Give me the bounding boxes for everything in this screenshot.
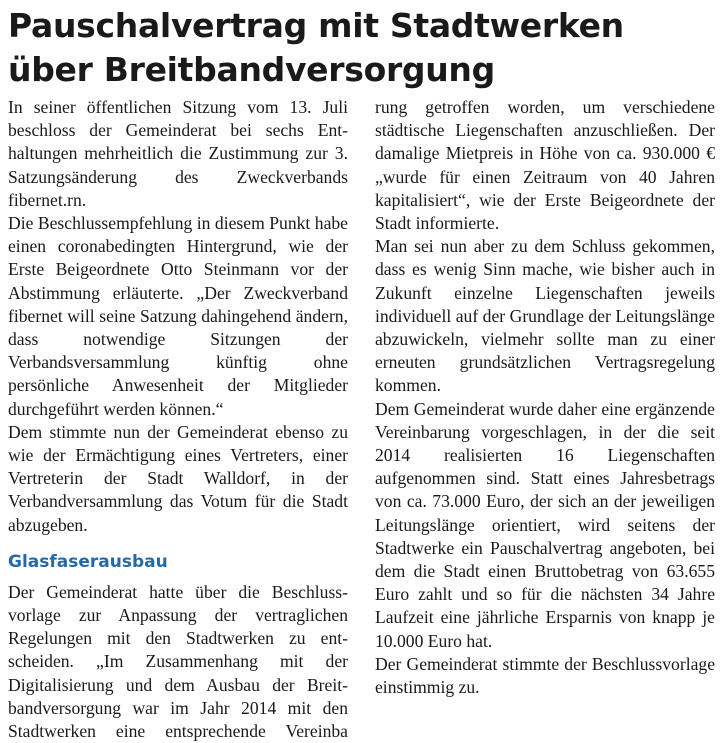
paragraph: In seiner öffentlichen Sitzung vom 13. Juli beschloss der Gemeinderat bei sechs Enthaltungen mehrheitlich die Zustimmung zur 3. Satzungsänderung des Zweckverbands fibernet.rn. (8, 97, 348, 210)
paragraph: Dem stimmte nun der Gemeinderat ebenso zu wie der Ermächtigung eines Vertreters, einer Vertreterin der Stadt Walldorf, in der Verbandversammlung das Votum für die Stadt abzugeben. (8, 421, 348, 535)
paragraph: Die Beschlussempfehlung in diesem Punkt habe einen coronabedingten Hintergrund, wie der Erste Beigeordnete Otto Steinmann vor der Abstimmung erläuterte. „Der Zweckverband fibernet will seine Satzung dahingehend ändern, dass notwendige Sitzungen der Verbandsversammlung künftig ohne persönliche Anwesenheit der Mitglieder durchgeführt werden können.“ (8, 213, 348, 419)
paragraph: Der Gemeinderat hatte über die Beschlussvorlage zur Anpassung der vertraglichen Regelungen mit den Stadtwerken zu entscheiden. „Im Zusammenhang mit der Digitalisierung und dem Ausbau der Breitbandversorgung war im Jahr 2014 mit den Stadtwerken eine entsprechende Vereinba (8, 581, 348, 742)
right-column (375, 96, 715, 699)
article-headline: Pauschalvertrag mit Stadtwerken über Breitbandversorgung (8, 6, 624, 89)
paragraph: rung getroffen worden, um verschiedene städtische Liegenschaften anzuschließen. Der damalige Mietpreis in Höhe von ca. 930.000 € „wurde für einen Zeitraum von 40 Jahren kapitalisiert“, wie der Erste Beigeordnete der Stadt informierte. (375, 97, 715, 234)
section-subheading: Glasfaserausbau (8, 551, 168, 572)
paragraph: Der Gemeinderat stimmte der Beschlussvorlage einstimmig zu. (375, 653, 715, 698)
paragraph: Man sei nun aber zu dem Schluss gekommen, dass es wenig Sinn mache, wie bisher auch in Zukunft einzelne Liegenschaften jeweils individuell auf der Grundlage der Leitungslänge abzuwickeln, vielmehr sollte man zu einer erneuten grundsätzlichen Vertragsregelung kommen. (375, 236, 715, 396)
paragraph: Dem Gemeinderat wurde daher eine ergänzende Vereinbarung vorgeschlagen, in der die seit 2014 realisierten 16 Liegenschaften aufgenommen sind. Statt eines Jahresbetrags von ca. 73.000 Euro, der sich an der jeweiligen Leitungslänge orientiert, wird seitens der Stadtwerke ein Pauschalvertrag angeboten, bei dem die Stadt einen Bruttobetrag von 63.655 Euro zahlt und so für die nächsten 34 Jahre Laufzeit eine jährliche Ersparnis von knapp je 10.000 Euro hat. (375, 398, 715, 651)
left-column (8, 96, 348, 743)
